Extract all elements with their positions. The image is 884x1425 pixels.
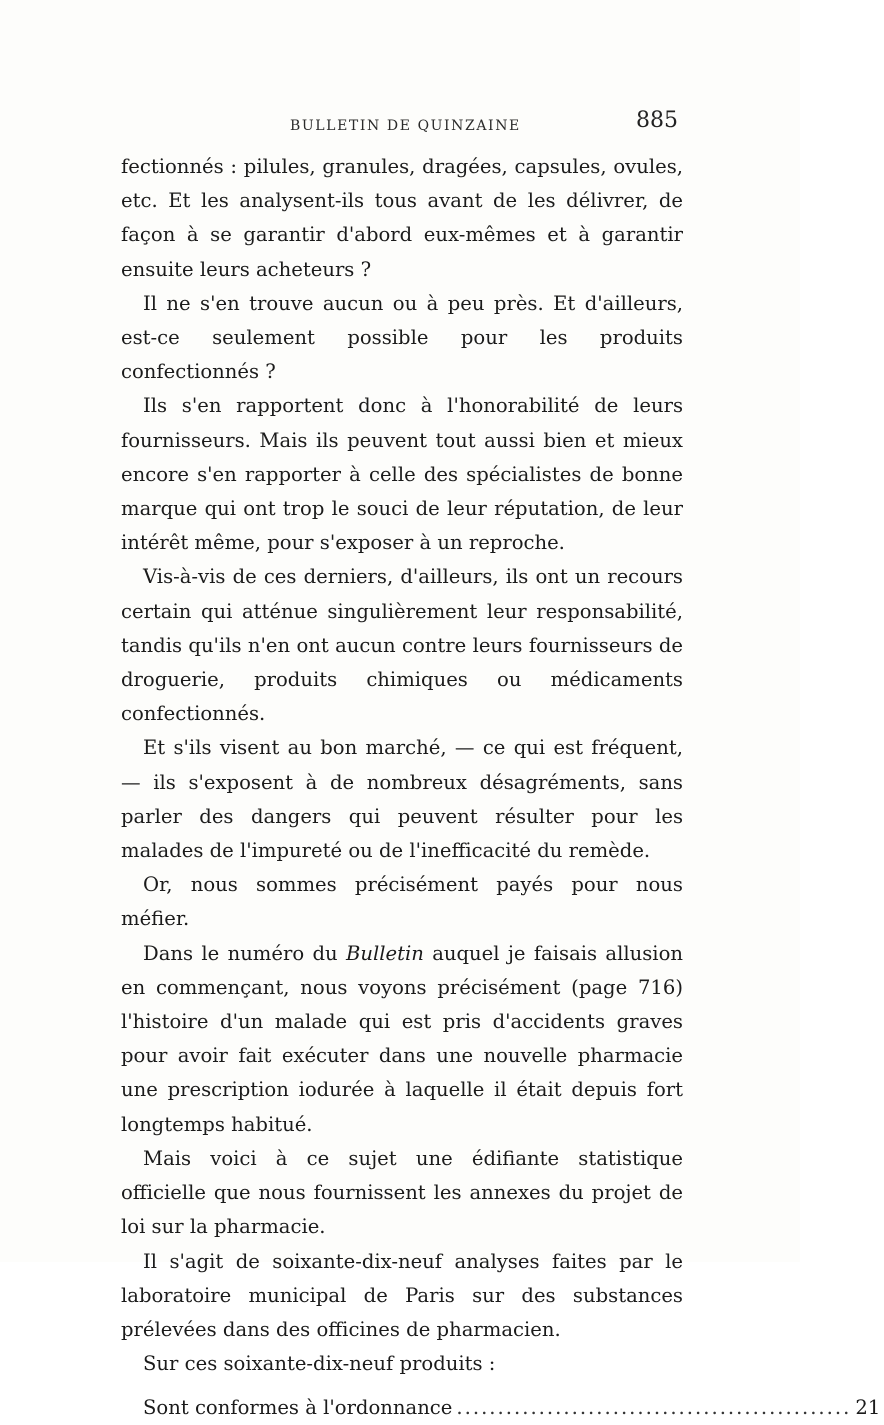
dot-leader: ................................................ [456,1396,852,1420]
paragraph-text: Dans le numéro du [143,941,346,965]
paragraph: Il ne s'en trouve aucun ou à peu près. Et d'ailleurs, est-ce seulement possible pour les produits confectionnés ? [121,291,683,384]
paragraph-continuation: fectionnés : pilules, granules, dragées, capsules, ovules, etc. Et les analysent-ils tous avant de les délivrer, de façon à se garantir d'abord eux-mêmes et à garantir ensuite leurs acheteurs ? [121,155,683,281]
paragraph: Et s'ils visent au bon marché, — ce qui est fréquent, — ils s'exposent à de nombreux désagréments, sans parler des dangers qui peuvent résulter pour les malades de l'impureté ou de l'inefficacité du remède. [121,736,683,863]
page-number: 885 [636,108,678,133]
paragraph-bulletin [121,937,683,1142]
paragraph-text: auquel je faisais allusion en commençant, nous voyons précisément (page 716) l'histoire d'un malade qui est pris d'accidents graves pour avoir fait exécuter dans une nouvelle pharmacie une prescription iodurée à laquelle il était depuis fort longtemps habitué. [121,941,683,1136]
body-text [121,150,881,1425]
paragraph: Vis-à-vis de ces derniers, d'ailleurs, ils ont un recours certain qui atténue singulièrement leur responsabilité, tandis qu'ils n'en ont aucun contre leurs fournisseurs de droguerie, produits chimiques ou médicaments confectionnés. [121,565,683,726]
running-title: BULLETIN DE QUINZAINE [290,118,521,134]
tally-value: 21 [855,1396,881,1420]
paragraph: Sur ces soixante-dix-neuf produits : [143,1352,496,1376]
running-head [122,104,682,144]
paragraph: Il s'agit de soixante-dix-neuf analyses faites par le laboratoire municipal de Paris sur des substances prélevées dans des officines de pharmacien. [121,1249,683,1341]
paragraph: Mais voici à ce sujet une édifiante statistique officielle que nous fournissent les annexes du projet de loi sur la pharmacie. [121,1146,683,1239]
journal-title: Bulletin [345,941,424,965]
tally-label: Sont conformes à l'ordonnance [143,1396,453,1420]
tally-row [121,1391,881,1425]
paragraph: Or, nous sommes précisément payés pour nous méfier. [121,873,683,931]
paragraph: Ils s'en rapportent donc à l'honorabilité de leurs fournisseurs. Mais ils peuvent tout aussi bien et mieux encore s'en rapporter à celle des spécialistes de bonne marque qui ont trop le souci de leur réputation, de leur intérêt même, pour s'exposer à un reproche. [121,394,683,555]
